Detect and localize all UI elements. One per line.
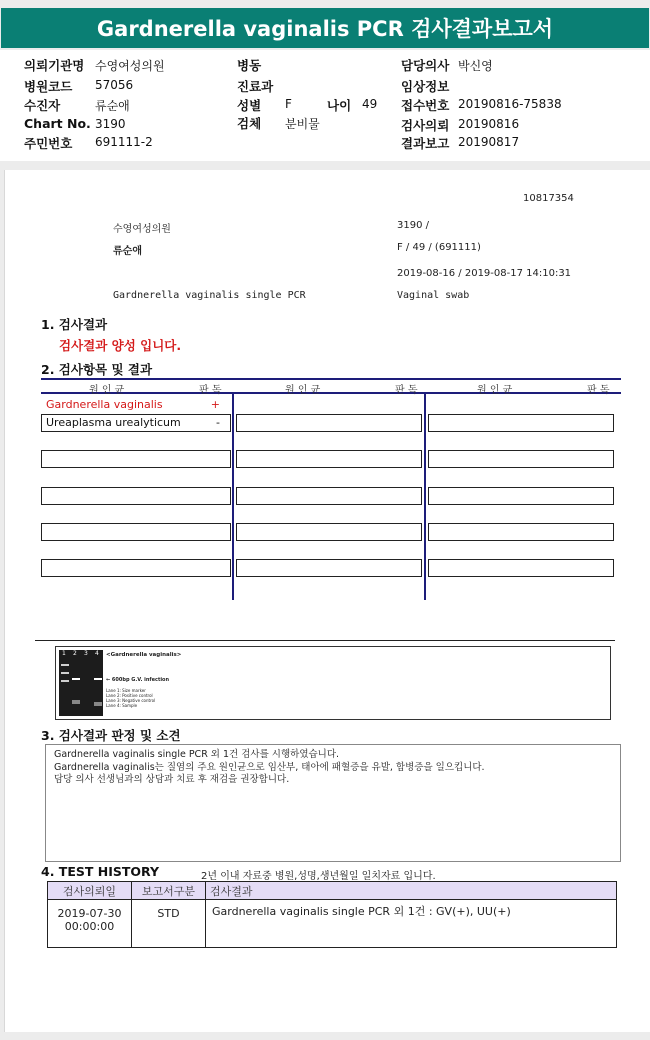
receipt-label: 접수번호 xyxy=(401,98,450,113)
history-note: 2년 이내 자료중 병원,성명,생년월일 일치자료 입니다. xyxy=(201,871,436,882)
document-number: 10817354 xyxy=(523,193,574,204)
id-value: 691111-2 xyxy=(95,135,153,149)
id-label: 주민번호 xyxy=(24,136,73,151)
history-type: STD xyxy=(132,900,206,948)
gel-title: <Gardnerella vaginalis> xyxy=(106,652,182,658)
col-pathogen-2: 원 인 균 xyxy=(285,385,321,396)
findings-box xyxy=(45,744,621,862)
hospital-code-value: 57056 xyxy=(95,78,134,92)
section1-heading: 1. 검사결과 xyxy=(41,317,108,332)
section4-heading: 4. TEST HISTORY xyxy=(41,864,160,879)
report-paper xyxy=(4,170,650,1032)
paper-sex-age: F / 49 / (691111) xyxy=(397,242,481,253)
divider-line xyxy=(35,640,615,641)
section3-heading: 3. 검사결과 판정 및 소견 xyxy=(41,728,181,743)
patient-value: 류순애 xyxy=(95,99,130,113)
sex-value: F xyxy=(285,97,292,111)
results-divider-2 xyxy=(424,394,426,600)
empty-result-cell xyxy=(236,559,422,577)
empty-result-cell xyxy=(41,523,231,541)
patient-info-panel xyxy=(0,50,650,161)
pathogen-name: Ureaplasma urealyticum xyxy=(46,416,181,429)
specimen-value: 분비물 xyxy=(285,117,320,131)
patient-label: 수진자 xyxy=(24,98,61,113)
age-label: 나이 xyxy=(327,98,352,113)
hospital-code-label: 병원코드 xyxy=(24,79,73,94)
institution-label: 의뢰기관명 xyxy=(24,58,85,73)
history-date: 2019-07-30 xyxy=(57,907,122,920)
section2-heading: 2. 검사항목 및 결과 xyxy=(41,362,153,377)
paper-dates: 2019-08-16 / 2019-08-17 14:10:31 xyxy=(397,268,572,279)
history-date-cell xyxy=(48,900,132,948)
empty-result-cell xyxy=(428,450,614,468)
empty-result-cell xyxy=(428,414,614,432)
history-table xyxy=(47,881,617,948)
chart-label: Chart No. xyxy=(24,116,91,131)
receipt-value: 20190816-75838 xyxy=(458,97,562,111)
pathogen-judge: + xyxy=(210,398,220,411)
empty-result-cell xyxy=(236,523,422,541)
institution-value: 수영여성의원 xyxy=(95,59,165,73)
request-value: 20190816 xyxy=(458,117,520,131)
lane-label: 3 xyxy=(84,650,88,657)
lane-label: 2 xyxy=(73,650,77,657)
gel-band xyxy=(72,700,80,704)
report-date-label: 결과보고 xyxy=(401,136,450,151)
gel-legend-item: Lane 3: Negative control xyxy=(106,698,156,703)
empty-result-cell xyxy=(428,523,614,541)
results-table-header xyxy=(41,378,621,394)
finding-line: 담당 의사 선생님과의 상담과 치료 후 재검을 권장합니다. xyxy=(54,774,290,785)
doctor-value: 박신영 xyxy=(458,59,493,73)
lane-label: 4 xyxy=(95,650,99,657)
empty-result-cell xyxy=(236,487,422,505)
col-judge-2: 판 독 xyxy=(395,385,418,396)
specimen-label: 검체 xyxy=(237,116,262,131)
request-label: 검사의뢰 xyxy=(401,118,450,133)
gel-band xyxy=(94,702,102,706)
paper-chart: 3190 / xyxy=(397,220,429,231)
age-value: 49 xyxy=(362,97,378,111)
col-judge-1: 판 독 xyxy=(199,385,222,396)
doctor-label: 담당의사 xyxy=(401,58,450,73)
gel-band xyxy=(72,678,80,680)
paper-patient: 류순애 xyxy=(113,246,142,257)
result-row-ureaplasma xyxy=(41,414,231,432)
result-statement: 검사결과 양성 입니다. xyxy=(59,338,182,353)
lane-label: 1 xyxy=(62,650,66,657)
empty-result-cell xyxy=(236,450,422,468)
results-divider-1 xyxy=(232,394,234,600)
finding-line: Gardnerella vaginalis는 질염의 주요 원인균으로 임산부, 태아에 패혈증을 유발, 합병증을 일으킵니다. xyxy=(54,761,485,773)
empty-result-cell xyxy=(428,487,614,505)
gel-band xyxy=(61,680,69,682)
sex-label: 성별 xyxy=(237,98,262,113)
paper-sample: Vaginal swab xyxy=(397,290,470,301)
pathogen-judge: - xyxy=(216,416,220,429)
history-result: Gardnerella vaginalis single PCR 외 1건 : GV(+), UU(+) xyxy=(206,900,617,948)
result-row-gardnerella xyxy=(41,396,231,414)
gel-legend-item: Lane 4: Sample xyxy=(106,703,138,708)
empty-result-cell xyxy=(41,450,231,468)
report-title: Gardnerella vaginalis PCR 검사결과보고서 xyxy=(1,8,649,48)
pathogen-name: Gardnerella vaginalis xyxy=(46,398,163,411)
empty-result-cell xyxy=(41,559,231,577)
empty-result-cell xyxy=(236,414,422,432)
table-row xyxy=(48,900,617,948)
finding-line: Gardnerella vaginalis single PCR 외 1건 검사를 시행하였습니다. xyxy=(54,749,340,760)
clinical-info-label: 임상정보 xyxy=(401,79,450,94)
gel-band xyxy=(61,672,69,674)
department-label: 진료과 xyxy=(237,79,274,94)
paper-test-name: Gardnerella vaginalis single PCR xyxy=(113,290,306,301)
col-pathogen-1: 원 인 균 xyxy=(89,385,125,396)
gel-marker-label: ← 600bp G.V. infection xyxy=(106,677,170,683)
gel-electrophoresis-image xyxy=(59,650,103,716)
gel-legend-item: Lane 2: Positive control xyxy=(106,693,153,698)
gel-band xyxy=(94,678,102,680)
history-time: 00:00:00 xyxy=(64,920,115,933)
paper-clinic: 수영여성의원 xyxy=(113,224,171,235)
history-header-type: 보고서구분 xyxy=(132,882,206,900)
history-header-date: 검사의뢰일 xyxy=(48,882,132,900)
report-date-value: 20190817 xyxy=(458,135,520,149)
gel-band xyxy=(61,664,69,666)
gel-image-panel xyxy=(55,646,611,720)
col-judge-3: 판 독 xyxy=(587,385,610,396)
history-header-result: 검사결과 xyxy=(206,882,617,900)
ward-label: 병동 xyxy=(237,58,262,73)
gel-legend-item: Lane 1: Size marker xyxy=(106,688,146,693)
col-pathogen-3: 원 인 균 xyxy=(477,385,513,396)
empty-result-cell xyxy=(428,559,614,577)
chart-value: 3190 xyxy=(95,117,126,131)
empty-result-cell xyxy=(41,487,231,505)
